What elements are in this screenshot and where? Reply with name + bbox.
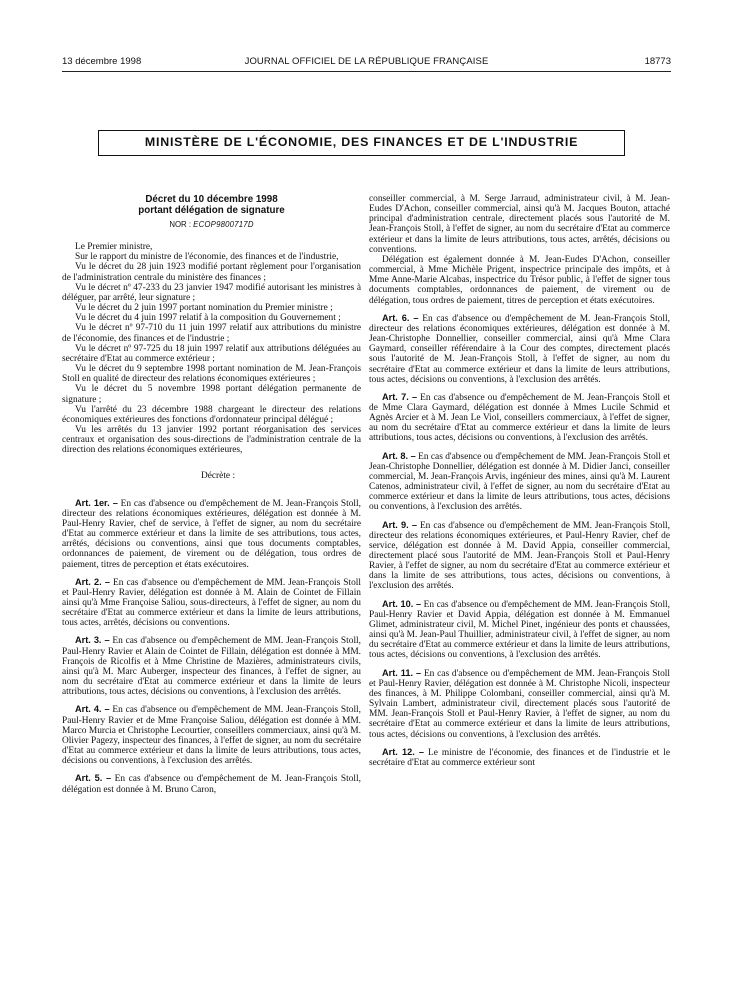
article-text: En cas d'absence ou d'empêchement de MM. Jean-François Stoll, Paul-Henry Ravier et Alain de Cointet de Fillain, délégation est donnée à MM. François de Ricolfis et à Mme Christine de Mazières, administrateurs civils, ainsi qu'à M. Marc Auberger, inspecteur des finances, à l'effet de signer, au nom du secrétaire d'Etat au commerce extérieur et dans la limite de leurs attributions, tous actes, décisions ou conventions, à l'exclusion des arrêtés. xyxy=(62,636,361,698)
header-page-number: 18773 xyxy=(644,56,671,67)
article-text: En cas d'absence ou d'empêchement de MM. Jean-François Stoll et Paul-Henry Ravier, délégation est donnée à M. Christophe Nicoli, inspecteur des finances, à M. Philippe Colombani, conseiller commercial, ainsi qu'à M. Sylvain Lambert, administrateur civil, directement placés sous l'autorité de MM. Jean-François Stoll et Paul-Henry Ravier, à l'effet de signer, au nom du secrétaire d'Etat au commerce extérieur et dans la limite de leurs attributions, tous actes, décisions ou conventions, à l'exclusion des arrêtés. xyxy=(369,668,670,740)
article-label: Art. 7. – xyxy=(382,391,418,402)
article-label: Art. 9. – xyxy=(382,519,417,530)
intro-paragraph: Vu le décret du 28 juin 1923 modifié portant règlement pour l'organisation de l'administration centrale du ministère des finances ; xyxy=(62,262,361,283)
article-text: En cas d'absence ou d'empêchement de M. Jean-François Stoll, directeur des relations économiques extérieures, délégation est donnée à M. Jean-Christophe Donnellier, conseiller commercial, ainsi qu'à Mme Clara Gaymard, conseiller référendaire à la Cour des comptes, directement placés sous l'autorité de M. Jean-François Stoll, à l'effet de signer, au nom du secrétaire d'Etat au commerce extérieur et dans la limite de leurs attributions, tous actes, décisions ou conventions, à l'exclusion des arrêtés. xyxy=(369,313,670,385)
article-paragraph xyxy=(369,668,670,740)
article-text: En cas d'absence ou d'empêchement de MM. Jean-François Stoll et Jean-Christophe Donnellier, délégation est donnée à M. Didier Janci, conseiller commercial, M. Jean-François Arvis, ingénieur des mines, ainsi qu'à M. Laurent Catenos, administrateur civil, à l'effet de signer, au nom du secrétaire d'Etat au commerce extérieur et dans la limite de leurs attributions, tous actes, décisions ou conventions, à l'exclusion des arrêtés. xyxy=(369,451,670,513)
decrete-heading: Décrète : xyxy=(200,471,236,482)
article-label: Art. 2. – xyxy=(75,576,111,587)
decree-subtitle: portant délégation de signature xyxy=(138,205,285,216)
decree-title: Décret du 10 décembre 1998 xyxy=(145,194,278,205)
intro-paragraph: Vu le décret du 2 juin 1997 portant nomination du Premier ministre ; xyxy=(75,303,333,314)
article-label: Art. 3. – xyxy=(75,635,110,646)
continuation-paragraph: conseiller commercial, à M. Serge Jarraud, administrateur civil, à M. Jean-Eudes D'Achon, conseiller commercial, ainsi qu'à M. Jacques Bouton, attaché principal d'administration centrale, directement placés sous l'autorité de M. Jean-François Stoll, à l'effet de signer, au nom du secrétaire d'Etat au commerce extérieur et dans la limite de leurs attributions, tous actes, arrêtés, décisions ou conventions. xyxy=(369,194,670,255)
nor-label: NOR : xyxy=(169,220,194,229)
article-label: Art. 6. – xyxy=(382,312,419,323)
article-label: Art. 1er. – xyxy=(75,497,118,508)
intro-paragraph: Vu le décret nº 47-233 du 23 janvier 1947 modifié autorisant les ministres à déléguer, par arrêté, leur signature ; xyxy=(62,282,361,303)
article-text: En cas d'absence ou d'empêchement de MM. Jean-François Stoll, directeur des relations économiques extérieures, et Paul-Henry Ravier, chef de service, délégation est donnée à M. David Appia, conseiller commercial, directement placé sous l'autorité de MM. Jean-François Stoll et Paul-Henry Ravier, à l'effet de signer, au nom du secrétaire d'Etat au commerce extérieur et dans la limite de ses attributions, tous actes, décisions ou conventions, à l'exclusion des arrêtés. xyxy=(369,520,670,592)
article-paragraph xyxy=(62,577,361,629)
ministry-banner: MINISTÈRE DE L'ÉCONOMIE, DES FINANCES ET DE L'INDUSTRIE xyxy=(98,130,625,156)
right-column xyxy=(369,194,670,768)
article-paragraph xyxy=(369,520,670,592)
intro-paragraph: Vu le décret nº 97-710 du 11 juin 1997 relatif aux attributions du ministre de l'économie, des finances et de l'industrie ; xyxy=(62,323,361,344)
article-paragraph xyxy=(369,747,670,768)
article-paragraph xyxy=(62,704,361,766)
left-column xyxy=(62,194,361,795)
article-paragraph xyxy=(369,451,670,513)
intro-paragraph: Vu le décret nº 97-725 du 18 juin 1997 relatif aux attributions déléguées au secrétaire d'Etat au commerce extérieur ; xyxy=(62,343,361,364)
article-label: Art. 8. – xyxy=(382,450,416,461)
article-paragraph xyxy=(369,392,670,444)
article-text: En cas d'absence ou d'empêchement de MM. Jean-François Stoll, Paul-Henry Ravier et David Appia, délégation est donnée à M. Emmanuel Glimet, administrateur civil, M. Michel Pinet, ingénieur des ponts et chaussées, ainsi qu'à M. Jean-Paul Thuillier, administrateur civil, à l'effet de signer, au nom du secrétaire d'Etat au commerce extérieur et dans la limite de leurs attributions, tous actes, décisions ou conventions, à l'exclusion des arrêtés. xyxy=(369,599,670,661)
intro-paragraph: Vu les arrêtés du 13 janvier 1992 portant réorganisation des services centraux et organisation des sous-directions de l'administration centrale de la direction des relations économiques extérieures, xyxy=(62,424,361,456)
article-label: Art. 10. – xyxy=(382,598,422,609)
article-text: En cas d'absence ou d'empêchement de MM. Jean-François Stoll, Paul-Henry Ravier et de Mme Françoise Saliou, délégation est donnée à MM. Marco Murcia et Christophe Lecourtier, conseillers commerciaux, ainsi qu'à M. Olivier Pagezy, inspecteur des finances, à l'effet de signer, au nom du secrétaire d'Etat au commerce extérieur et dans la limite de leurs attributions, tous actes, décisions ou conventions, à l'exclusion des arrêtés. xyxy=(62,705,361,767)
intro-paragraph: Vu le décret du 9 septembre 1998 portant nomination de M. Jean-François Stoll en qualité de directeur des relations économiques extérieures ; xyxy=(62,364,361,385)
nor-code: ECOP9800717D xyxy=(193,220,254,229)
article-label: Art. 4. – xyxy=(75,704,110,715)
running-header xyxy=(62,56,671,70)
intro-paragraph: Le Premier ministre, xyxy=(75,242,153,253)
article-text: En cas d'absence ou d'empêchement de M. Jean-François Stoll, directeur des relations économiques extérieures, délégation est donnée à M. Paul-Henry Ravier, chef de service, à l'effet de signer, au nom du secrétaire d'Etat au commerce extérieur et dans la limite de ses attributions, tous actes, arrêtés, décisions ou conventions, ainsi que tous documents comptables, ordonnances de paiement, de virement ou de délégation, tous ordres de paiement, titres de perception et états exécutoires. xyxy=(62,498,361,570)
header-date: 13 décembre 1998 xyxy=(62,56,142,67)
article-paragraph xyxy=(62,498,361,570)
article-paragraph xyxy=(369,313,670,385)
header-rule xyxy=(62,71,671,72)
intro-paragraph: Sur le rapport du ministre de l'économie, des finances et de l'industrie, xyxy=(75,252,339,263)
article-label: Art. 12. – xyxy=(382,746,425,757)
intro-paragraph: Vu le décret du 4 juin 1997 relatif à la composition du Gouvernement ; xyxy=(75,313,341,324)
continuation-paragraph: Délégation est également donnée à M. Jean-Eudes D'Achon, conseiller commercial, à Mme Michèle Prigent, inspectrice principale des impôts, et à Mme Anne-Marie Alcabas, inspectrice du Trésor public, à l'effet de signer tous documents comptables, ordonnances de paiement, de virement ou de délégation, tous ordres de paiement, titres de perception et états exécutoires. xyxy=(369,254,670,306)
nor-reference xyxy=(62,220,361,230)
article-text: En cas d'absence ou d'empêchement de MM. Jean-François Stoll et Paul-Henry Ravier, délégation est donnée à M. Alain de Cointet de Fillain ainsi qu'à Mme Françoise Saliou, sous-directeurs, à l'effet de signer, au nom du secrétaire d'Etat au commerce extérieur et dans la limite de leurs attributions, tous actes, arrêtés, décisions ou conventions. xyxy=(62,577,361,629)
header-journal-title: JOURNAL OFFICIEL DE LA RÉPUBLIQUE FRANÇAISE xyxy=(244,56,489,67)
article-paragraph xyxy=(62,773,361,794)
article-text: Le ministre de l'économie, des finances et de l'industrie et le secrétaire d'Etat au commerce extérieur sont xyxy=(369,747,670,768)
article-label: Art. 5. – xyxy=(75,773,112,784)
intro-paragraph: Vu l'arrêté du 23 décembre 1988 chargeant le directeur des relations économiques extérieures des fonctions d'ordonnateur principal délégué ; xyxy=(62,404,361,425)
article-paragraph xyxy=(369,599,670,661)
article-paragraph xyxy=(62,635,361,697)
article-text: En cas d'absence ou d'empêchement de M. Jean-François Stoll, délégation est donnée à M. Bruno Caron, xyxy=(62,774,361,795)
article-text: En cas d'absence ou d'empêchement de M. Jean-François Stoll et de Mme Clara Gaymard, délégation est donnée à Mmes Lucile Schmid et Agnès Arcier et à M. Jean Le Viol, conseillers commerciaux, à l'effet de signer, au nom du secrétaire d'Etat au commerce extérieur et dans la limite de leurs attributions, tous actes, décisions ou conventions, à l'exclusion des arrêtés. xyxy=(369,392,670,444)
article-label: Art. 11. – xyxy=(382,667,422,678)
intro-paragraph: Vu le décret du 5 novembre 1998 portant délégation permanente de signature ; xyxy=(62,384,361,405)
